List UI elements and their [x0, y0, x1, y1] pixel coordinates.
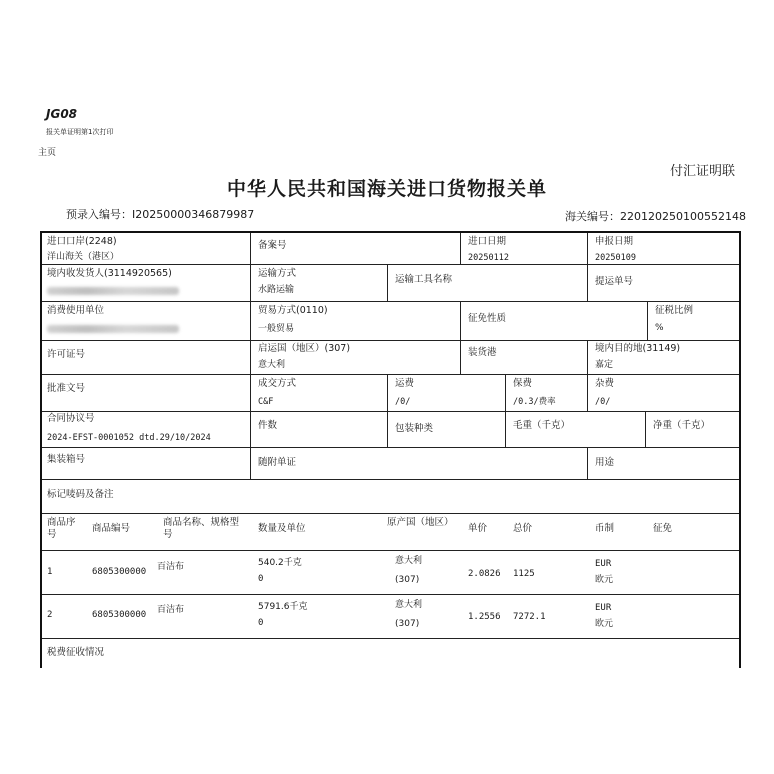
insurance-value: /0.3/费率 [513, 397, 556, 407]
row-divider [42, 594, 739, 595]
tax-ratio-value: % [655, 323, 664, 333]
deal-mode-value: C&F [258, 397, 274, 407]
vehicle-name-label: 运输工具名称 [395, 274, 453, 285]
row-divider [42, 264, 739, 265]
header-levy: 征免 [653, 523, 673, 534]
trade-mode-value: 一般贸易 [258, 324, 295, 334]
tax-ratio-label: 征税比例 [655, 305, 694, 316]
package-type-label: 包装种类 [395, 423, 434, 434]
redacted-consumer-name [47, 325, 179, 333]
import-date-label: 进口日期 [468, 236, 507, 247]
pieces-label: 件数 [258, 420, 278, 431]
header-currency: 币制 [595, 523, 615, 534]
row-qty: 5791.6千克 [258, 602, 308, 612]
col-divider [587, 374, 588, 411]
col-divider [505, 374, 506, 411]
col-divider [250, 264, 251, 301]
consumer-label: 消费使用单位 [47, 305, 105, 316]
usage-label: 用途 [595, 457, 615, 468]
bill-no-label: 提运单号 [595, 276, 634, 287]
header-name-spec: 商品名称、规格型号 [163, 517, 240, 540]
row-divider [42, 411, 739, 412]
col-divider [460, 233, 461, 264]
row-code: 6805300000 [92, 567, 147, 577]
header-unit-price: 单价 [468, 523, 488, 534]
row-divider [42, 479, 739, 480]
origin-country-value: 意大利 [258, 360, 286, 370]
col-divider [460, 340, 461, 374]
row-unit-price: 2.0826 [468, 569, 501, 579]
net-weight-label: 净重（千克） [653, 420, 711, 431]
row-origin: 意大利 [395, 556, 423, 566]
col-divider [587, 233, 588, 264]
row-divider [42, 550, 739, 551]
container-no-label: 集装箱号 [47, 454, 86, 465]
row-divider [42, 374, 739, 375]
import-date-value: 20250112 [468, 253, 509, 263]
row-qty-secondary: 0 [258, 574, 264, 584]
trade-mode-label: 贸易方式(0110) [258, 305, 328, 316]
col-divider [587, 340, 588, 374]
row-divider [42, 301, 739, 302]
print-note: 报关单证明第1次打印 [46, 128, 114, 136]
copy-label: 付汇证明联 [670, 164, 736, 179]
col-divider [250, 447, 251, 479]
redacted-consignee-name [47, 287, 179, 295]
col-divider [387, 411, 388, 447]
col-divider [505, 411, 506, 447]
row-divider [42, 638, 739, 639]
consignee-label: 境内收发货人(3114920565) [47, 268, 172, 279]
approval-label: 批准文号 [47, 383, 86, 394]
origin-country-label: 启运国（地区）(307) [258, 343, 351, 354]
header-seq: 商品序号 [47, 517, 76, 540]
contract-value: 2024-EFST-0001052 dtd.29/10/2024 [47, 433, 211, 443]
declaration-form [40, 231, 741, 668]
row-divider [42, 513, 739, 514]
col-divider [250, 301, 251, 340]
attached-docs-label: 随附单证 [258, 457, 297, 468]
deal-mode-label: 成交方式 [258, 378, 297, 389]
transport-mode-value: 水路运输 [258, 285, 295, 295]
import-port-value: 洋山海关（港区） [47, 252, 120, 262]
transport-mode-label: 运输方式 [258, 268, 297, 279]
col-divider [250, 233, 251, 264]
misc-fee-label: 杂费 [595, 378, 615, 389]
main-page-label: 主页 [38, 148, 57, 158]
customs-number: 海关编号：220120250100552148 [565, 210, 746, 223]
row-currency-cn: 欧元 [595, 619, 614, 629]
destination-label: 境内目的地(31149) [595, 343, 681, 354]
row-qty: 540.2千克 [258, 558, 302, 568]
col-divider [387, 374, 388, 411]
row-code: 6805300000 [92, 610, 147, 620]
form-id: JG08 [46, 107, 78, 121]
row-total: 1125 [513, 569, 535, 579]
row-seq: 2 [47, 610, 53, 620]
levy-nature-label: 征免性质 [468, 313, 507, 324]
row-currency: EUR [595, 559, 612, 569]
tax-collection-label: 税费征收情况 [47, 647, 105, 658]
license-label: 许可证号 [47, 349, 86, 360]
header-qty-unit: 数量及单位 [258, 523, 306, 534]
row-currency: EUR [595, 603, 612, 613]
col-divider [387, 264, 388, 301]
header-origin: 原产国（地区） [387, 517, 454, 528]
row-seq: 1 [47, 567, 53, 577]
row-origin-code: (307) [395, 619, 420, 629]
col-divider [250, 340, 251, 374]
row-currency-cn: 欧元 [595, 575, 614, 585]
row-name: 百洁布 [157, 562, 185, 572]
document-title: 中华人民共和国海关进口货物报关单 [226, 178, 547, 200]
row-divider [42, 447, 739, 448]
contract-label: 合同协议号 [47, 413, 95, 424]
record-no-label: 备案号 [258, 240, 287, 251]
row-origin: 意大利 [395, 600, 423, 610]
col-divider [250, 374, 251, 411]
pre-entry-number: 预录入编号：I20250000346879987 [66, 208, 255, 221]
marks-remarks-label: 标记唛码及备注 [47, 489, 114, 500]
col-divider [587, 447, 588, 479]
declare-date-value: 20250109 [595, 253, 636, 263]
insurance-label: 保费 [513, 378, 533, 389]
col-divider [647, 301, 648, 340]
col-divider [587, 264, 588, 301]
row-total: 7272.1 [513, 612, 546, 622]
row-origin-code: (307) [395, 575, 420, 585]
freight-label: 运费 [395, 378, 415, 389]
import-port-label: 进口口岸(2248) [47, 236, 117, 247]
row-qty-secondary: 0 [258, 618, 264, 628]
declare-date-label: 申报日期 [595, 236, 634, 247]
row-name: 百洁布 [157, 605, 185, 615]
header-total: 总价 [513, 523, 533, 534]
destination-value: 嘉定 [595, 360, 614, 370]
row-divider [42, 340, 739, 341]
misc-fee-value: /0/ [595, 397, 611, 407]
col-divider [250, 411, 251, 447]
col-divider [460, 301, 461, 340]
gross-weight-label: 毛重（千克） [513, 420, 571, 431]
header-code: 商品编号 [92, 523, 131, 534]
col-divider [645, 411, 646, 447]
row-unit-price: 1.2556 [468, 612, 501, 622]
freight-value: /0/ [395, 397, 411, 407]
loading-port-label: 装货港 [468, 347, 497, 358]
